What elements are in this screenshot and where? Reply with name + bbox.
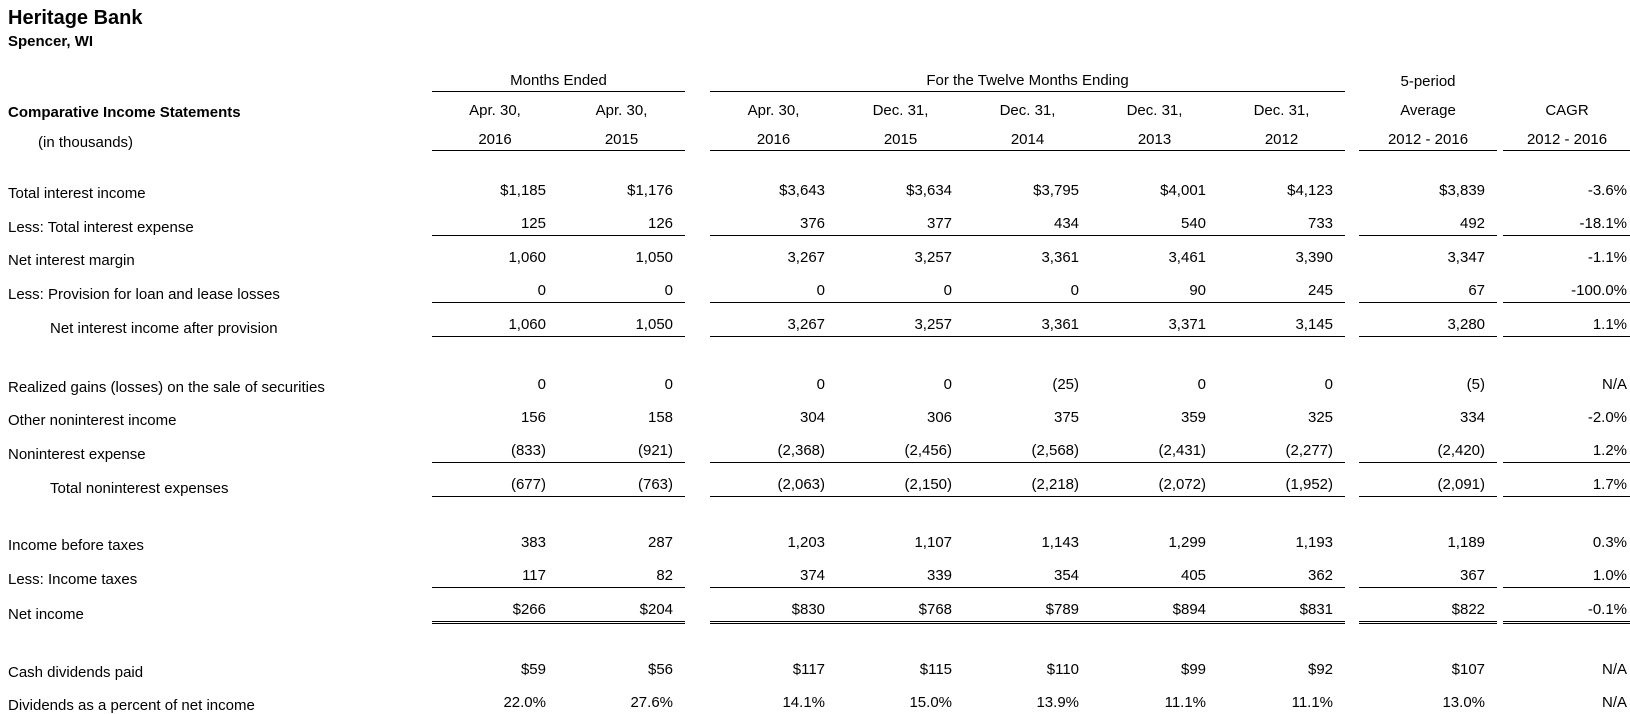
col-header-year: 2016 [432, 121, 558, 151]
cell: 374 [710, 554, 837, 588]
column-gap [685, 429, 710, 463]
row-label: Income before taxes [8, 537, 144, 554]
cell: -2.0% [1587, 409, 1628, 426]
year-header-row [8, 121, 1630, 151]
cell: $768 [837, 588, 964, 623]
table-row [8, 202, 1630, 236]
col-header-year: 2016 [710, 121, 837, 151]
cell: 0 [837, 269, 964, 303]
col-header-average: Average [1400, 102, 1456, 119]
cell: 156 [520, 409, 546, 426]
group-header-row [8, 62, 1630, 92]
cell: 3,461 [1168, 249, 1207, 266]
cell: 1,299 [1168, 534, 1207, 551]
row-label: Cash dividends paid [8, 664, 144, 681]
spacer-cell [8, 623, 1630, 649]
cell: 125 [432, 202, 558, 236]
cell: $99 [1180, 661, 1207, 678]
cell: 0 [1324, 376, 1334, 393]
col-header-year: 2015 [837, 121, 964, 151]
row-label: Dividends as a percent of net income [8, 697, 255, 714]
cell: $115 [919, 661, 953, 678]
column-gap [685, 269, 710, 303]
cell: $110 [1046, 661, 1080, 678]
column-gap [685, 363, 710, 396]
cell: 434 [964, 202, 1091, 236]
page-title: Heritage Bank [8, 7, 143, 29]
cell: (2,368) [710, 429, 837, 463]
column-gap [1345, 121, 1359, 151]
col-header-average-range: 2012 - 2016 [1359, 121, 1497, 151]
column-gap [685, 463, 710, 497]
cell: 0 [1197, 376, 1207, 393]
column-gap [1345, 681, 1359, 714]
cell: 1,060 [432, 303, 558, 337]
cell: 14.1% [782, 694, 826, 711]
cell: (2,072) [1091, 463, 1218, 497]
cell: 245 [1218, 269, 1345, 303]
cell: 3,257 [914, 249, 953, 266]
spacer-row [8, 497, 1630, 522]
cell: -100.0% [1503, 269, 1630, 303]
cell: -3.6% [1587, 182, 1628, 199]
cell: $59 [520, 661, 546, 678]
column-gap [685, 588, 710, 623]
col-header-date: Apr. 30, [747, 102, 800, 119]
cell: 0 [558, 269, 685, 303]
column-gap [1345, 554, 1359, 588]
cell: (763) [558, 463, 685, 497]
cell: 0 [432, 269, 558, 303]
col-header-year: 2015 [558, 121, 685, 151]
cell: 733 [1218, 202, 1345, 236]
row-label: Less: Total interest expense [8, 218, 194, 236]
column-gap [1345, 269, 1359, 303]
column-gap [1345, 169, 1359, 202]
column-gap [1345, 202, 1359, 236]
cell: $56 [647, 661, 674, 678]
cell: 354 [964, 554, 1091, 588]
table-row [8, 554, 1630, 588]
col-header-date: Dec. 31, [1253, 102, 1310, 119]
group-header-months-ended: Months Ended [432, 62, 685, 92]
cell: 1,193 [1295, 534, 1334, 551]
cell: 0 [943, 376, 953, 393]
cell: $4,001 [1160, 182, 1207, 199]
column-gap [1345, 429, 1359, 463]
cell: 376 [710, 202, 837, 236]
column-gap [1345, 62, 1359, 92]
table-row [8, 521, 1630, 554]
table-row [8, 588, 1630, 623]
row-label: Total noninterest expenses [50, 479, 229, 497]
cell: (2,456) [837, 429, 964, 463]
column-gap [1345, 396, 1359, 429]
table-row [8, 236, 1630, 270]
cell: 1,143 [1041, 534, 1080, 551]
column-gap [685, 202, 710, 236]
cell: N/A [1602, 376, 1628, 393]
cell: 367 [1359, 554, 1497, 588]
cell: (2,420) [1359, 429, 1497, 463]
cell: $789 [964, 588, 1091, 623]
column-gap [685, 648, 710, 681]
column-gap [685, 169, 710, 202]
cell: 3,280 [1359, 303, 1497, 337]
cell: -1.1% [1587, 249, 1628, 266]
cell: 3,267 [710, 303, 837, 337]
cell: 3,371 [1091, 303, 1218, 337]
cell: 359 [1180, 409, 1207, 426]
page-subtitle: Spencer, WI [8, 33, 94, 50]
table-row [8, 169, 1630, 202]
cell: 362 [1218, 554, 1345, 588]
cell: 3,361 [1041, 249, 1080, 266]
cell: 0 [816, 376, 826, 393]
cell: (1,952) [1218, 463, 1345, 497]
cell: 540 [1091, 202, 1218, 236]
cell: 158 [647, 409, 674, 426]
cell: (2,063) [710, 463, 837, 497]
cell: 1.0% [1503, 554, 1630, 588]
column-gap [1345, 648, 1359, 681]
cell: (2,091) [1359, 463, 1497, 497]
cell: 325 [1307, 409, 1334, 426]
cell: 1,107 [914, 534, 953, 551]
row-label: Less: Income taxes [8, 570, 138, 588]
table-row [8, 648, 1630, 681]
spacer-cell [8, 497, 1630, 522]
table-row [8, 681, 1630, 714]
cell: $3,634 [906, 182, 953, 199]
column-gap [1345, 588, 1359, 623]
row-label: Net interest margin [8, 252, 135, 269]
group-header-cagr-empty [1503, 62, 1630, 92]
column-gap [1345, 303, 1359, 337]
cell: 0 [664, 376, 674, 393]
row-label: Net income [8, 605, 84, 623]
column-gap [685, 554, 710, 588]
row-label: Net interest income after provision [50, 319, 278, 337]
group-header-5-period: 5-period [1400, 72, 1456, 90]
column-gap [685, 521, 710, 554]
column-gap [685, 62, 710, 92]
statement-title: Comparative Income Statements [8, 104, 241, 121]
cell: 1,189 [1447, 534, 1486, 551]
cell: 304 [799, 409, 826, 426]
cell: $894 [1091, 588, 1218, 623]
cell: (5) [1466, 376, 1486, 393]
column-gap [1345, 92, 1359, 122]
cell: 3,361 [964, 303, 1091, 337]
cell: 1,060 [508, 249, 546, 266]
col-header-cagr: CAGR [1545, 102, 1589, 119]
col-header-date: Apr. 30, [469, 102, 521, 119]
cell: $92 [1307, 661, 1334, 678]
table-row [8, 303, 1630, 337]
spacer-row [8, 337, 1630, 364]
cell: (921) [558, 429, 685, 463]
spacer-row [8, 151, 1630, 170]
cell: 3,145 [1218, 303, 1345, 337]
col-header-date: Dec. 31, [999, 102, 1056, 119]
cell: (2,150) [837, 463, 964, 497]
cell: 1,050 [558, 303, 685, 337]
table-row [8, 396, 1630, 429]
cell: 1,050 [635, 249, 674, 266]
cell: 287 [647, 534, 674, 551]
cell: 13.9% [1036, 694, 1080, 711]
cell: (2,431) [1091, 429, 1218, 463]
cell: 0 [710, 269, 837, 303]
income-statement-table [8, 62, 1630, 714]
cell: 11.1% [1164, 694, 1207, 711]
column-gap [685, 681, 710, 714]
statement-subtitle: (in thousands) [38, 133, 134, 151]
table-row [8, 363, 1630, 396]
cell: 13.0% [1442, 694, 1486, 711]
table-row [8, 463, 1630, 497]
cell: (2,568) [964, 429, 1091, 463]
cell: $107 [1451, 661, 1486, 678]
cell: 405 [1091, 554, 1218, 588]
column-gap [1345, 236, 1359, 270]
cell: 1.7% [1503, 463, 1630, 497]
cell: $4,123 [1287, 182, 1334, 199]
cell: 1,203 [787, 534, 826, 551]
col-header-year: 2012 [1218, 121, 1345, 151]
cell: 126 [558, 202, 685, 236]
col-header-date: Apr. 30, [595, 102, 648, 119]
cell: 306 [926, 409, 953, 426]
col-header-cagr-range: 2012 - 2016 [1503, 121, 1630, 151]
column-gap [1345, 363, 1359, 396]
cell: N/A [1602, 661, 1628, 678]
spacer-cell [8, 337, 1630, 364]
cell: $822 [1359, 588, 1497, 623]
cell: (2,218) [964, 463, 1091, 497]
table-row [8, 429, 1630, 463]
cell: $204 [558, 588, 685, 623]
cell: 375 [1053, 409, 1080, 426]
date-header-row [8, 92, 1630, 122]
col-header-year: 2013 [1091, 121, 1218, 151]
cell: 27.6% [630, 694, 674, 711]
column-gap [685, 396, 710, 429]
cell: -0.1% [1503, 588, 1630, 623]
cell: $117 [792, 661, 826, 678]
table-row [8, 269, 1630, 303]
cell: 90 [1091, 269, 1218, 303]
cell: 383 [520, 534, 546, 551]
row-label: Less: Provision for loan and lease losses [8, 285, 280, 303]
cell: $3,643 [779, 182, 826, 199]
column-gap [1345, 521, 1359, 554]
cell: 117 [432, 554, 558, 588]
row-label: Noninterest expense [8, 445, 146, 463]
cell: 22.0% [503, 694, 546, 711]
cell: 67 [1359, 269, 1497, 303]
cell: $1,176 [627, 182, 674, 199]
cell: $3,795 [1033, 182, 1080, 199]
col-header-year: 2014 [964, 121, 1091, 151]
cell: 0.3% [1592, 534, 1628, 551]
column-gap [685, 236, 710, 270]
cell: 3,390 [1295, 249, 1334, 266]
cell: $3,839 [1439, 182, 1486, 199]
cell: 11.1% [1291, 694, 1334, 711]
col-header-date: Dec. 31, [1126, 102, 1183, 119]
cell: $830 [710, 588, 837, 623]
column-gap [685, 92, 710, 122]
cell: 1.2% [1503, 429, 1630, 463]
cell: 492 [1359, 202, 1497, 236]
cell: 334 [1459, 409, 1486, 426]
col-header-date: Dec. 31, [872, 102, 929, 119]
cell: 3,347 [1447, 249, 1486, 266]
column-gap [685, 121, 710, 151]
cell: -18.1% [1503, 202, 1630, 236]
row-label: Total interest income [8, 185, 146, 202]
cell: $1,185 [500, 182, 546, 199]
cell: $831 [1218, 588, 1345, 623]
cell: $266 [432, 588, 558, 623]
spacer-row [8, 623, 1630, 649]
group-header-empty [8, 62, 432, 92]
cell: (25) [1052, 376, 1080, 393]
cell: (833) [432, 429, 558, 463]
cell: 15.0% [909, 694, 953, 711]
cell: 82 [558, 554, 685, 588]
group-header-twelve-months: For the Twelve Months Ending [710, 62, 1345, 92]
cell: 0 [537, 376, 546, 393]
row-label: Other noninterest income [8, 412, 177, 429]
cell: 3,267 [787, 249, 826, 266]
cell: (2,277) [1218, 429, 1345, 463]
cell: 3,257 [837, 303, 964, 337]
cell: (677) [432, 463, 558, 497]
cell: 377 [837, 202, 964, 236]
cell: 0 [964, 269, 1091, 303]
cell: N/A [1602, 694, 1628, 711]
row-label: Realized gains (losses) on the sale of securities [8, 379, 325, 396]
spacer-cell [8, 151, 1630, 170]
cell: 1.1% [1503, 303, 1630, 337]
column-gap [1345, 463, 1359, 497]
column-gap [685, 303, 710, 337]
cell: 339 [837, 554, 964, 588]
